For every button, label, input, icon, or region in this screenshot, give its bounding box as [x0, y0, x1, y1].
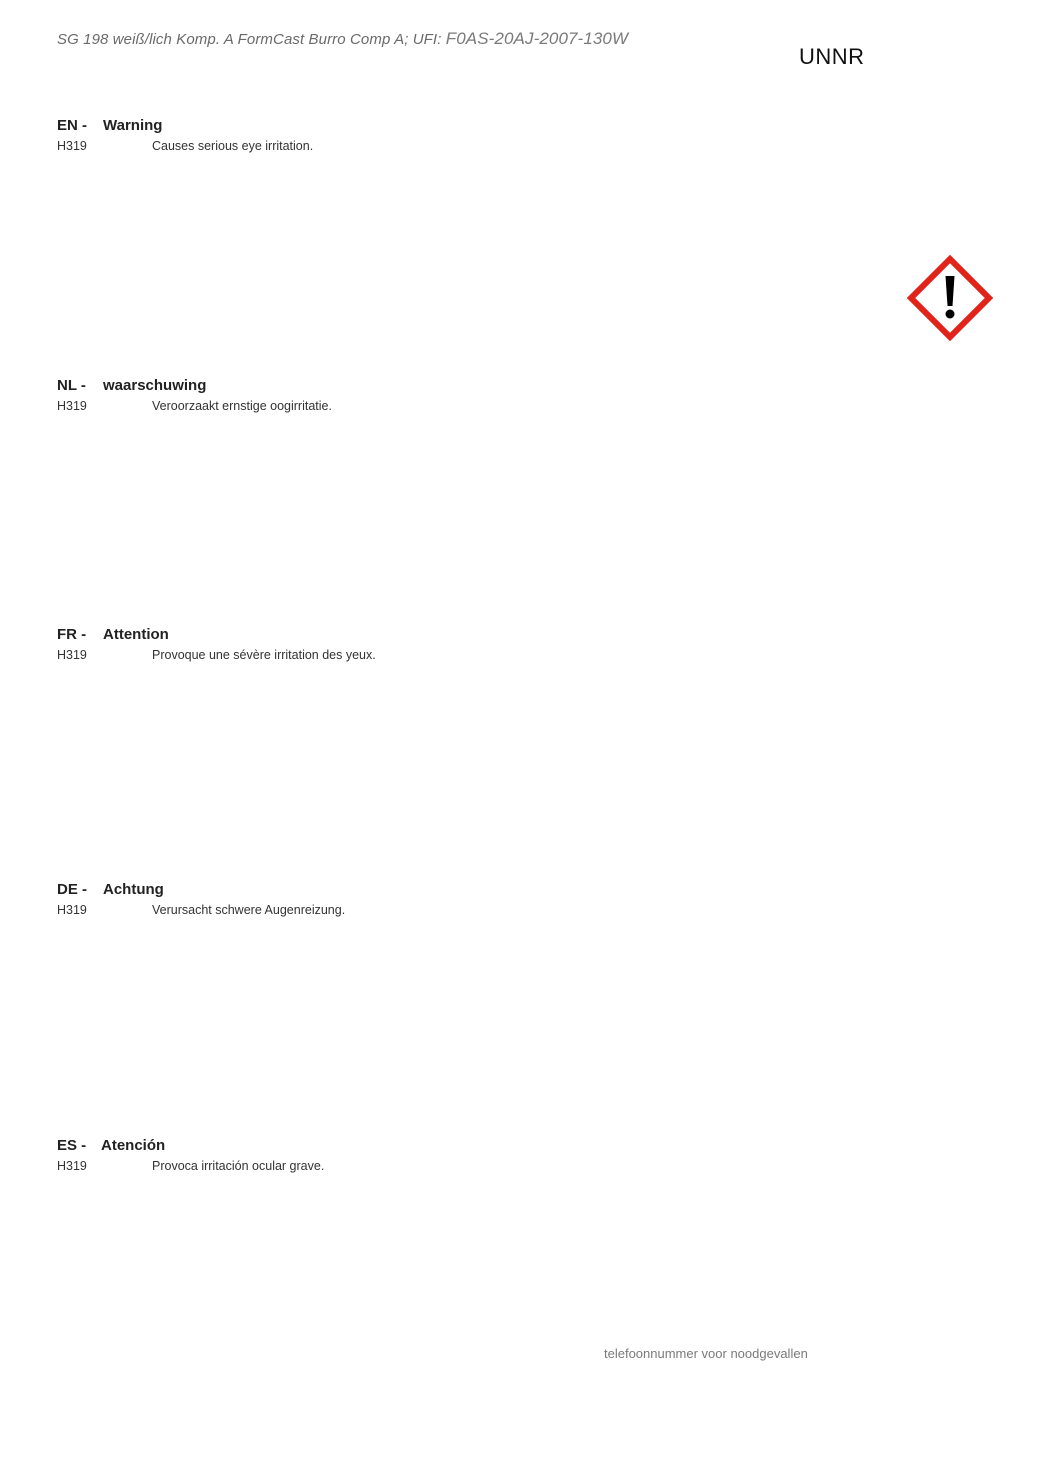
hazard-statement: Provoque une sévère irritation des yeux. [152, 648, 376, 662]
signal-word: Atención [101, 1137, 166, 1154]
language-code: EN - [57, 117, 87, 134]
hazard-code: H319 [57, 399, 87, 413]
hazard-statement-row [57, 138, 657, 155]
section-es [57, 1136, 657, 1175]
unnr-label: UNNR [799, 44, 865, 69]
hazard-code: H319 [57, 139, 87, 153]
language-code: DE - [57, 881, 87, 898]
hazard-code: H319 [57, 903, 87, 917]
language-code: FR - [57, 626, 87, 643]
signal-word: waarschuwing [103, 377, 207, 394]
hazard-statement: Verursacht schwere Augenreizung. [152, 903, 346, 917]
section-heading [57, 880, 657, 900]
section-heading [57, 1136, 657, 1156]
signal-word: Achtung [103, 881, 164, 898]
emergency-phone-label: telefoonnummer voor noodgevallen [604, 1346, 808, 1361]
product-header [57, 29, 628, 49]
hazard-code: H319 [57, 648, 87, 662]
section-heading [57, 116, 657, 136]
ufi-code: F0AS-20AJ-2007-130W [445, 29, 629, 48]
hazard-code: H319 [57, 1159, 87, 1173]
hazard-statement-row [57, 398, 657, 415]
section-fr [57, 625, 657, 664]
hazard-statement: Causes serious eye irritation. [152, 139, 314, 153]
hazard-statement-row [57, 647, 657, 664]
hazard-statement-row [57, 902, 657, 919]
hazard-statement-row [57, 1158, 657, 1175]
hazard-statement: Provoca irritación ocular grave. [152, 1159, 325, 1173]
section-de [57, 880, 657, 919]
language-code: NL - [57, 377, 86, 394]
section-heading [57, 625, 657, 645]
section-en [57, 116, 657, 155]
signal-word: Attention [103, 626, 169, 643]
language-code: ES - [57, 1137, 87, 1154]
section-heading [57, 376, 657, 396]
ghs07-exclamation-icon [906, 254, 994, 342]
hazard-statement: Veroorzaakt ernstige oogirritatie. [152, 399, 332, 413]
product-line-text: SG 198 weiß/lich Komp. A FormCast Burro Comp A; UFI: [57, 31, 446, 48]
section-nl [57, 376, 657, 415]
signal-word: Warning [103, 117, 163, 134]
